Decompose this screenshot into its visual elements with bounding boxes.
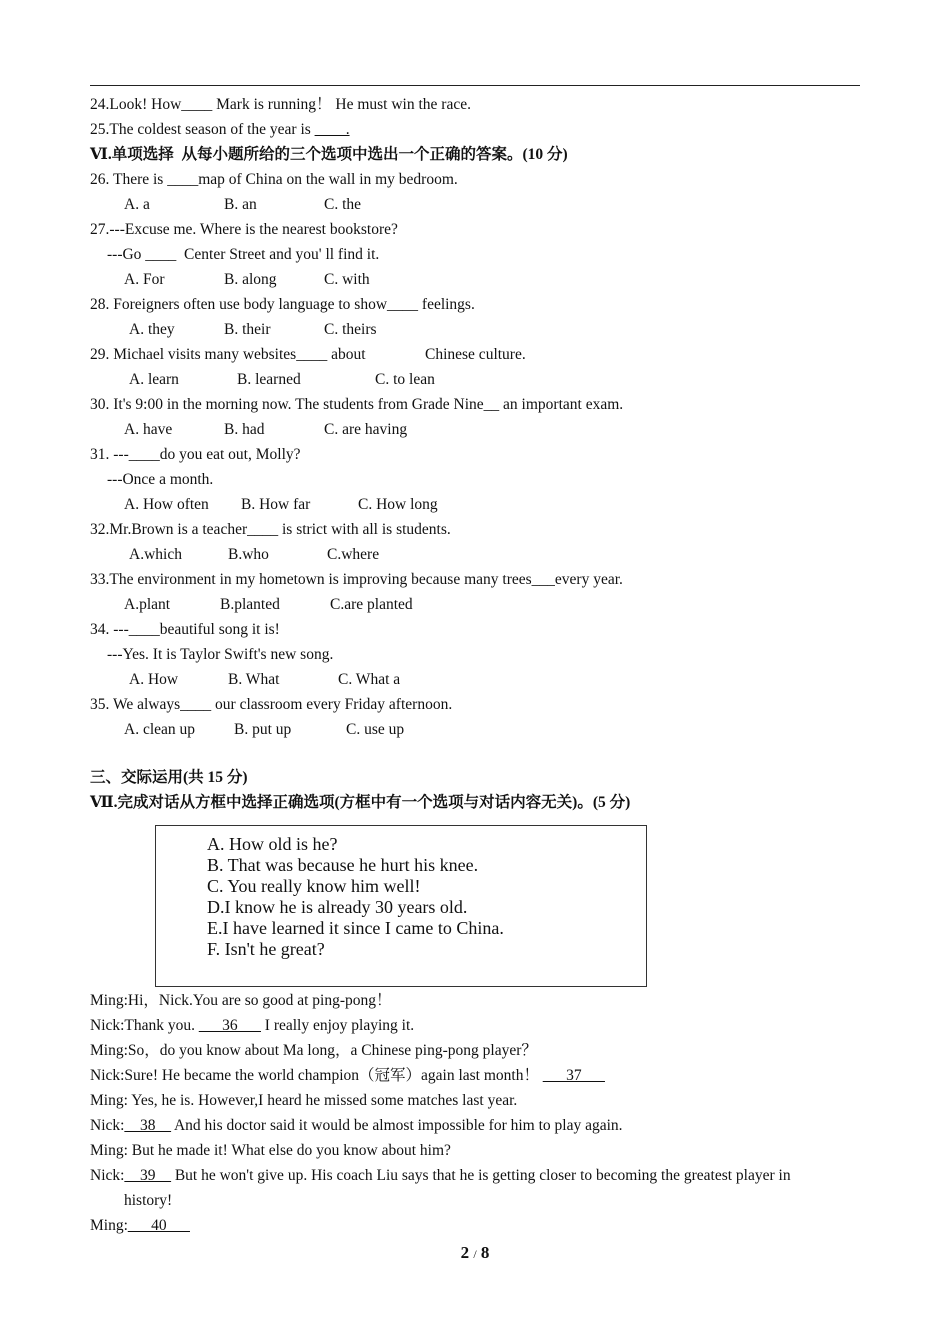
dialog-line-8-cont: history! <box>124 1192 173 1209</box>
dialog-line-6: Nick:__38__ And his doctor said it would be almost impossible for him to play again. <box>90 1117 623 1134</box>
q31-option-b: B. How far <box>241 496 311 513</box>
q26-option-a: A. a <box>124 196 150 213</box>
dialog-line-8: Nick:__39__ But he won't give up. His coach Liu says that he is getting closer to becoming the greatest player in <box>90 1167 791 1184</box>
q27-option-c: C. with <box>324 271 370 288</box>
q28-option-b: B. their <box>224 321 271 338</box>
question-34-stem: 34. ---____beautiful song it is! <box>90 621 280 638</box>
box-option-c: C. You really know him well! <box>207 876 421 896</box>
box-option-a: A. How old is he? <box>207 834 338 854</box>
question-31-stem: 31. ---____do you eat out, Molly? <box>90 446 301 463</box>
q30-option-b: B. had <box>224 421 265 438</box>
blank-38: __38__ <box>124 1117 171 1134</box>
q29-option-a: A. learn <box>129 371 179 388</box>
blank-37: ___37___ <box>542 1067 605 1084</box>
question-27-stem-2: ---Go ____ Center Street and you' ll find it. <box>107 246 380 263</box>
question-28-stem: 28. Foreigners often use body language to show____ feelings. <box>90 296 475 313</box>
box-option-b: B. That was because he hurt his knee. <box>207 855 479 875</box>
q26-option-c: C. the <box>324 196 362 213</box>
dialog-line-4: Nick:Sure! He became the world champion（冠军）again last month！ ___37___ <box>90 1067 605 1084</box>
question-33-stem: 33.The environment in my hometown is improving because many trees___every year. <box>90 571 623 588</box>
question-29-stem-end: Chinese culture. <box>425 346 526 363</box>
box-option-e: E.I have learned it since I came to China. <box>207 918 504 938</box>
question-29-stem: 29. Michael visits many websites____ about <box>90 346 366 363</box>
question-26-stem: 26. There is ____map of China on the wall in my bedroom. <box>90 171 458 188</box>
question-24: 24.Look! How____ Mark is running！ He must win the race. <box>90 96 471 113</box>
dialog-line-2: Nick:Thank you. ___36___ I really enjoy playing it. <box>90 1017 415 1034</box>
q32-option-c: C.where <box>327 546 380 563</box>
section-6-heading: Ⅵ.单项选择 从每小题所给的三个选项中选出一个正确的答案。(10 分) <box>90 146 568 163</box>
dialog-line-3: Ming:So，do you know about Ma long，a Chinese ping-pong player？ <box>90 1042 537 1059</box>
box-option-f: F. Isn't he great? <box>207 939 325 959</box>
q27-option-b: B. along <box>224 271 277 288</box>
blank-25: ____. <box>314 121 350 138</box>
question-34-stem-2: ---Yes. It is Taylor Swift's new song. <box>107 646 334 663</box>
dialog-line-9: Ming:___40___ <box>90 1217 190 1234</box>
q30-option-a: A. have <box>124 421 173 438</box>
q35-option-c: C. use up <box>346 721 405 738</box>
box-option-d: D.I know he is already 30 years old. <box>207 897 468 917</box>
q28-option-c: C. theirs <box>324 321 377 338</box>
question-27-stem: 27.---Excuse me. Where is the nearest bookstore? <box>90 221 398 238</box>
q33-option-a: A.plant <box>124 596 171 613</box>
question-35-stem: 35. We always____ our classroom every Friday afternoon. <box>90 696 453 713</box>
q29-option-b: B. learned <box>237 371 301 388</box>
q33-option-c: C.are planted <box>330 596 413 613</box>
question-31-stem-2: ---Once a month. <box>107 471 214 488</box>
q34-option-b: B. What <box>228 671 280 688</box>
question-32-stem: 32.Mr.Brown is a teacher____ is strict with all is students. <box>90 521 451 538</box>
blank-36: ___36___ <box>198 1017 261 1034</box>
q34-option-c: C. What a <box>338 671 401 688</box>
blank-40: ___40___ <box>127 1217 190 1234</box>
page-separator: / <box>473 1247 477 1261</box>
q26-option-b: B. an <box>224 196 257 213</box>
question-25: 25.The coldest season of the year is ____. <box>90 121 350 138</box>
current-page: 2 <box>460 1243 470 1262</box>
q35-option-b: B. put up <box>234 721 292 738</box>
dialog-line-7: Ming: But he made it! What else do you know about him? <box>90 1142 451 1159</box>
q34-option-a: A. How <box>129 671 179 688</box>
header-rule <box>90 85 860 86</box>
q30-option-c: C. are having <box>324 421 408 438</box>
q29-option-c: C. to lean <box>375 371 435 388</box>
q31-option-a: A. How often <box>124 496 209 513</box>
q32-option-b: B.who <box>228 546 269 563</box>
q33-option-b: B.planted <box>220 596 280 613</box>
q35-option-a: A. clean up <box>124 721 196 738</box>
total-pages: 8 <box>480 1243 490 1262</box>
dialog-line-1: Ming:Hi，Nick.You are so good at ping-pong！ <box>90 992 392 1009</box>
q27-option-a: A. For <box>124 271 165 288</box>
dialog-line-5: Ming: Yes, he is. However,I heard he missed some matches last year. <box>90 1092 518 1109</box>
part-3-heading: 三、交际运用(共 15 分) <box>90 769 248 786</box>
question-30-stem: 30. It's 9:00 in the morning now. The students from Grade Nine__ an important exam. <box>90 396 624 413</box>
page-number <box>0 1243 950 1263</box>
blank-39: __39__ <box>124 1167 171 1184</box>
section-7-heading: Ⅶ.完成对话从方框中选择正确选项(方框中有一个选项与对话内容无关)。(5 分) <box>90 794 631 811</box>
q32-option-a: A.which <box>129 546 182 563</box>
q28-option-a: A. they <box>129 321 175 338</box>
q31-option-c: C. How long <box>358 496 438 513</box>
